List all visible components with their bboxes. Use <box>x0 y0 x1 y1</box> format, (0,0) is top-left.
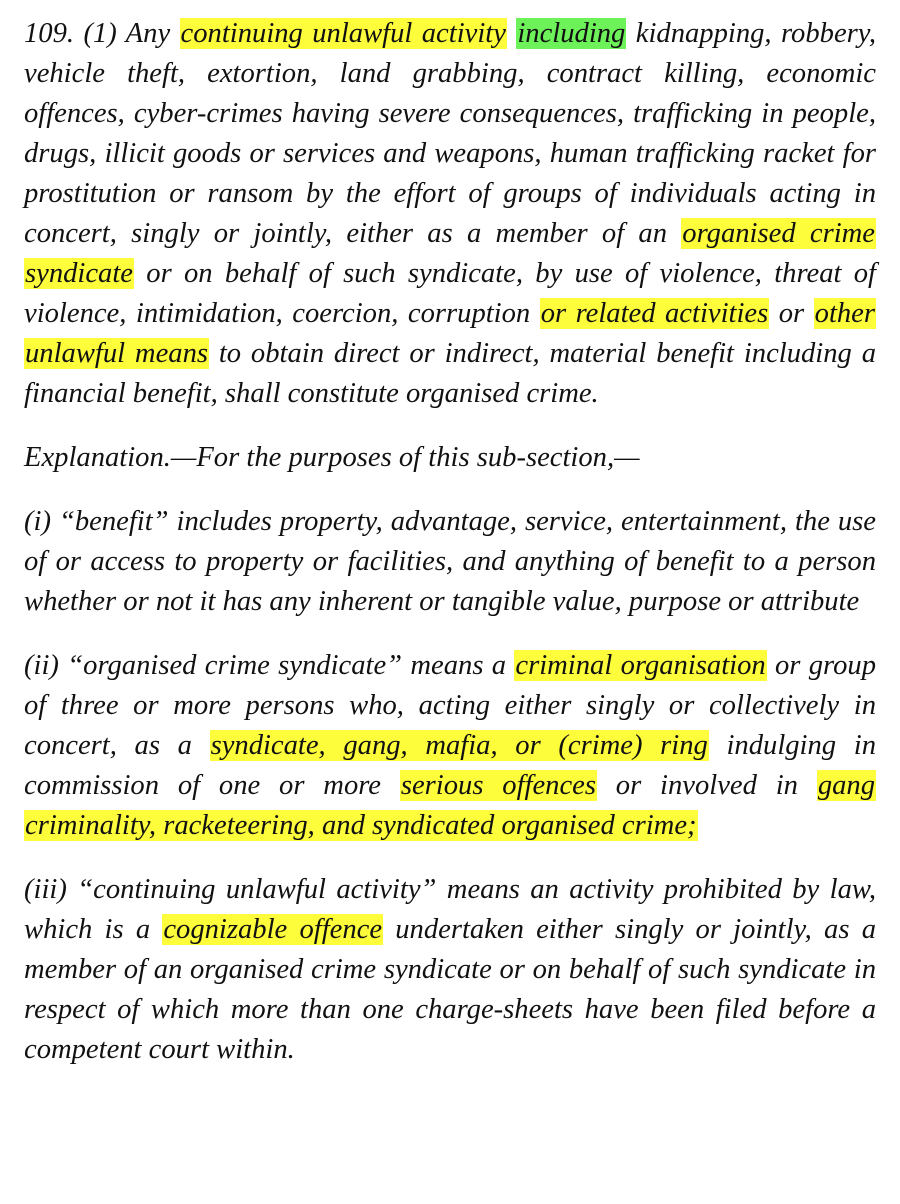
highlight-yellow: serious offences <box>400 770 596 801</box>
highlight-yellow: or related activities <box>540 298 769 329</box>
text-segment: kidnapping, robbery, vehicle theft, extortion, land grabbing, contract killing, economic offences, cyber-crimes having severe consequences, trafficking in people, drugs, illicit goods or services and weapons, human trafficking racket for prostitution or ransom by the effort of groups of individuals acting in concert, singly or jointly, either as a member of an <box>24 18 877 249</box>
section-109-1-paragraph <box>24 14 876 414</box>
highlight-green: including <box>517 18 626 49</box>
text-segment: 109. (1) Any <box>24 18 180 49</box>
highlight-yellow: gang criminality, racketeering, and syndicated organised crime; <box>25 770 875 841</box>
highlight-yellow: cognizable offence <box>163 914 383 945</box>
text-segment: (ii) “organised crime syndicate” means a <box>24 650 515 681</box>
text-segment: or on behalf of such syndicate, by use of violence, threat of violence, intimidation, coercion, corruption <box>24 258 876 329</box>
text-segment: or <box>769 298 814 329</box>
text-segment: or involved in <box>596 770 817 801</box>
highlight-yellow: organised crime syndicate <box>25 218 875 289</box>
text-segment: or group of three or more persons who, acting either singly or collectively in concert, as a <box>24 650 876 761</box>
text-segment <box>507 18 516 49</box>
text-segment: to obtain direct or indirect, material benefit including a financial benefit, shall constitute organised crime. <box>24 338 876 409</box>
highlight-yellow: continuing unlawful activity <box>180 18 506 49</box>
text-segment: undertaken either singly or jointly, as a member of an organised crime syndicate or on behalf of such syndicate in respect of which more than one charge-sheets have been filed before a competent court within. <box>24 914 876 1065</box>
highlight-yellow: criminal organisation <box>515 650 766 681</box>
explanation-heading: Explanation.—For the purposes of this sub-section,— <box>24 442 640 473</box>
text-segment: (iii) “continuing unlawful activity” means an activity prohibited by law, which is a <box>24 874 876 945</box>
text-segment: indulging in commission of one or more <box>24 730 876 801</box>
highlight-yellow: syndicate, gang, mafia, or (crime) ring <box>210 730 708 761</box>
statute-text <box>24 14 876 1070</box>
definition-organised-crime-syndicate <box>24 646 876 846</box>
highlight-yellow: other unlawful means <box>25 298 875 369</box>
definition-continuing-unlawful-activity <box>24 870 876 1070</box>
definition-benefit: (i) “benefit” includes property, advantage, service, entertainment, the use of or access to property or facilities, and anything of benefit to a person whether or not it has any inherent or tangible value, purpose or attribute <box>24 506 876 617</box>
